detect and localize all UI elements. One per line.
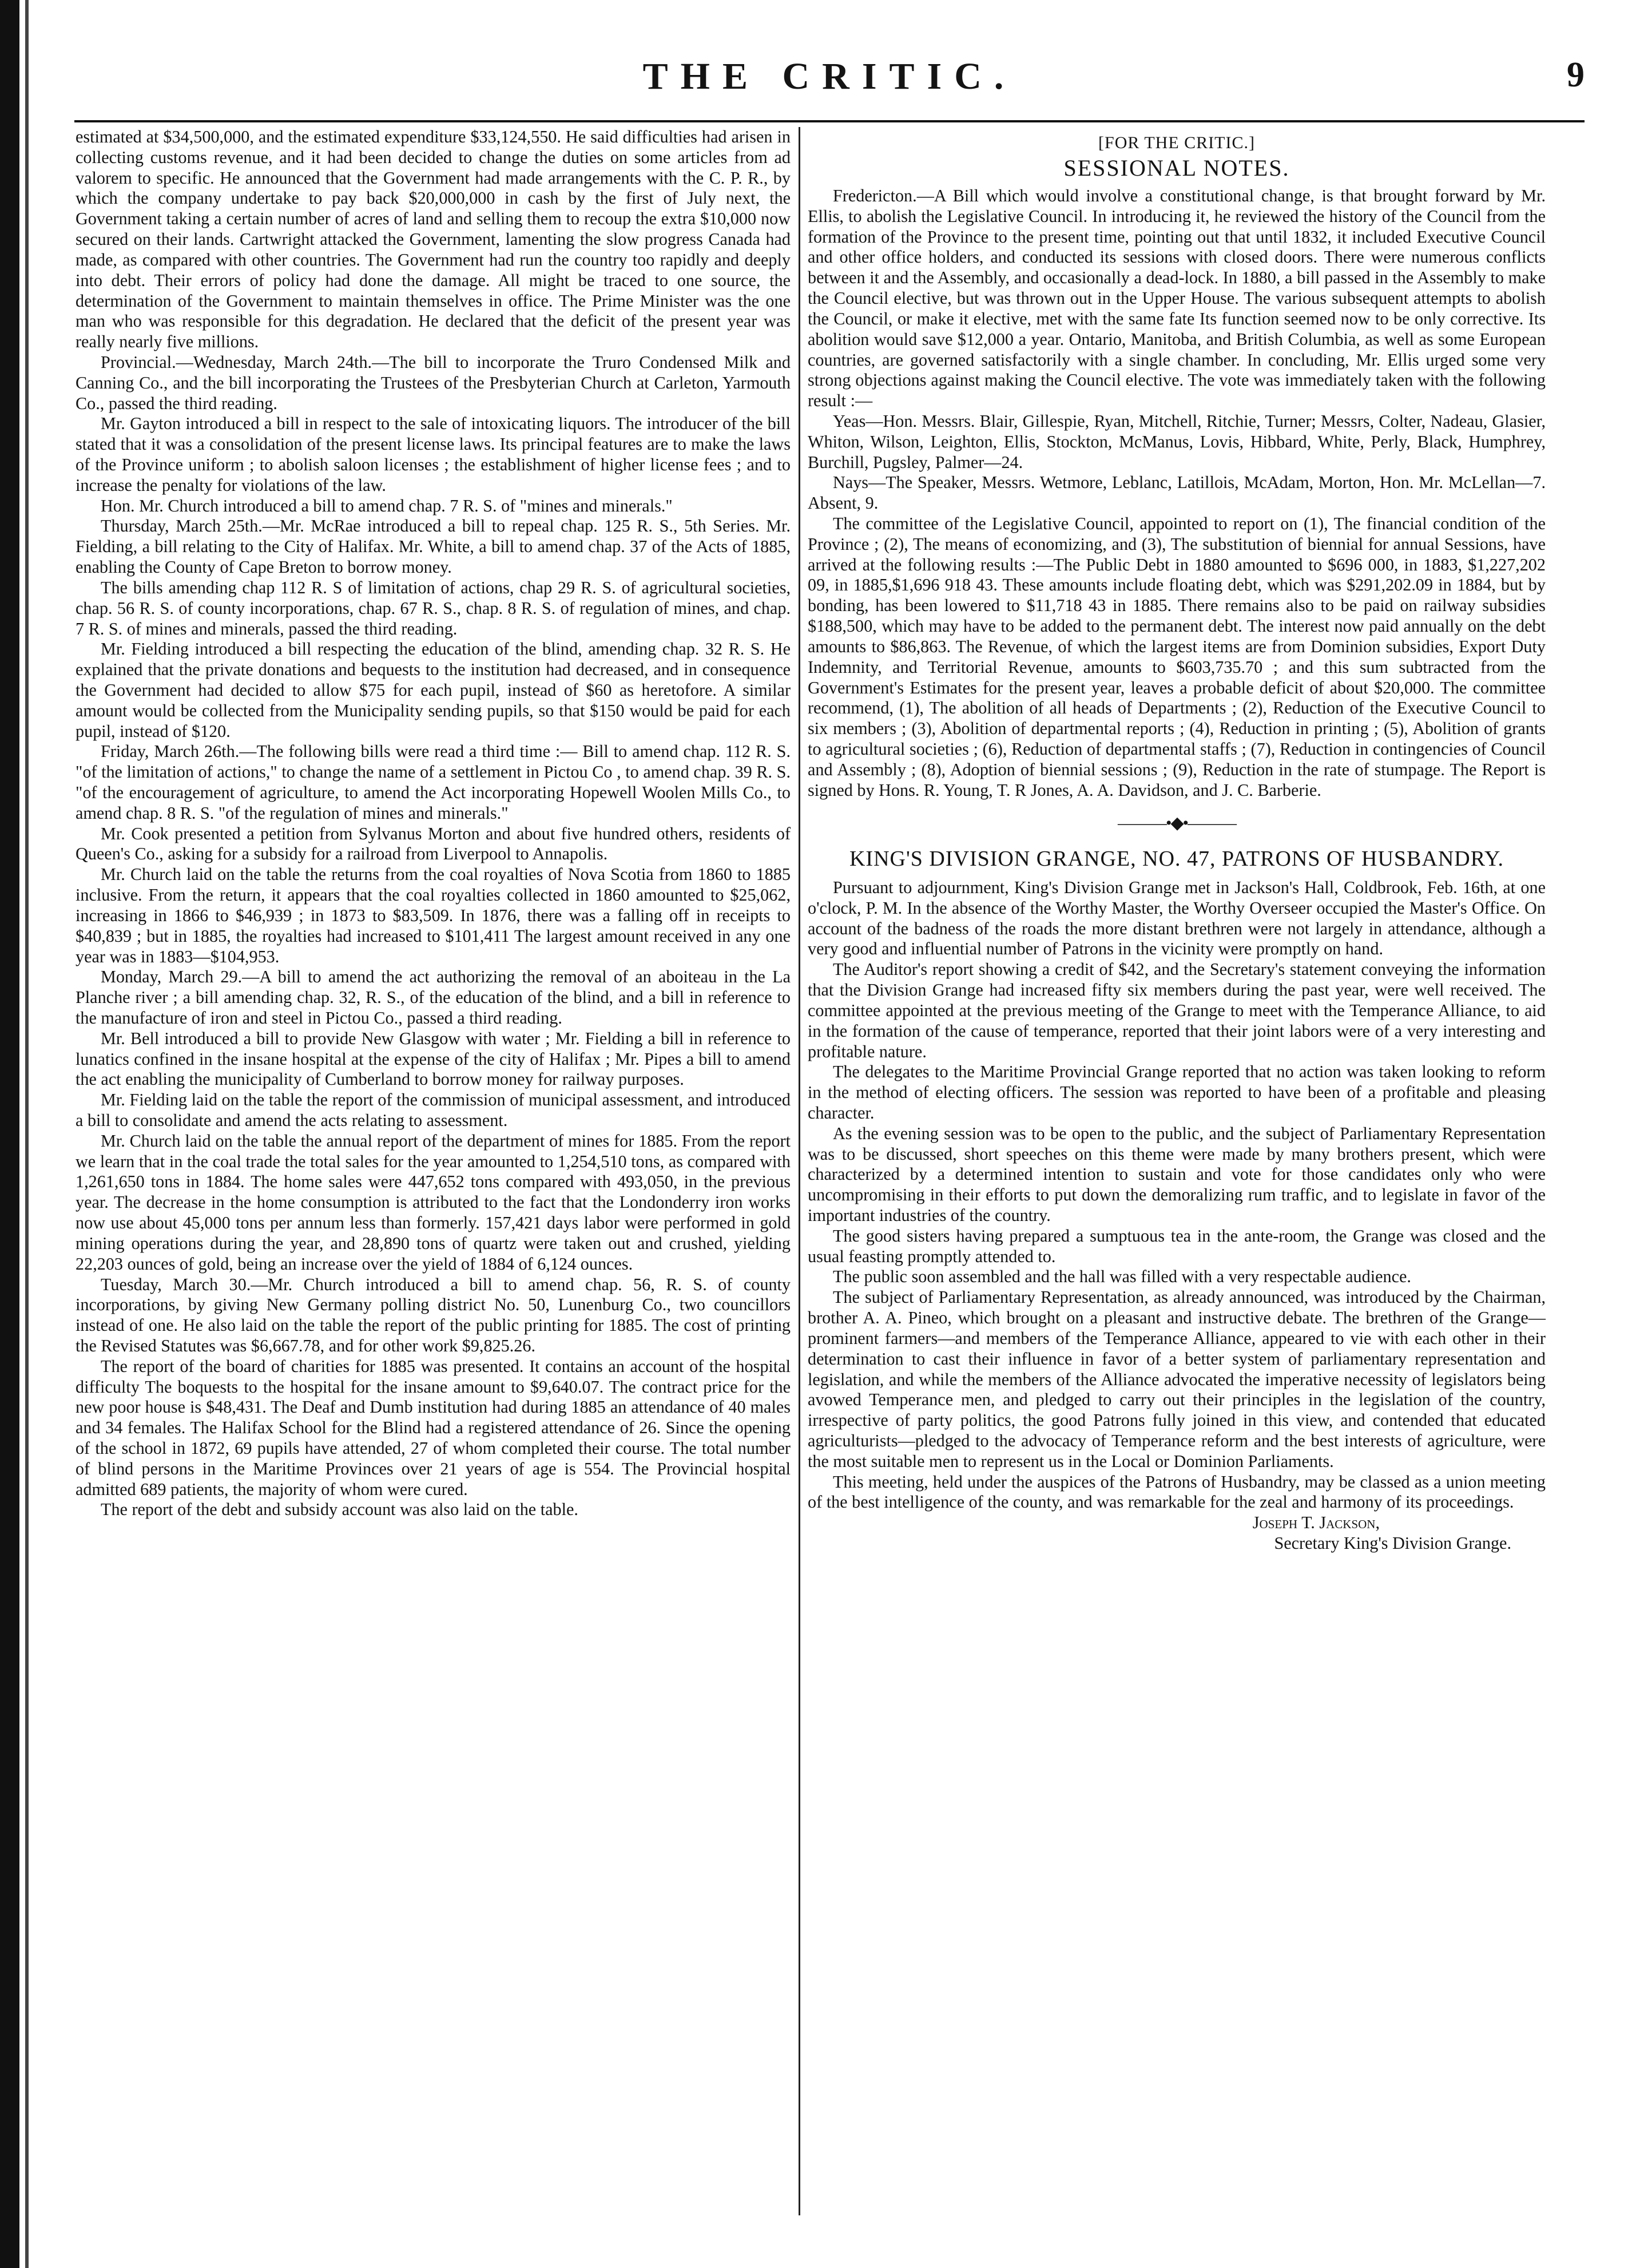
paragraph: The public soon assembled and the hall was filled with a very respectable audience. [833,1267,1411,1287]
paragraph: The Auditor's report showing a credit of $42, and the Secretary's statement conveying the information that the Division Grange had increased fifty six members during the past year, were well received. The committee appointed at the previous meeting of the Grange to meet with the Temperance Alliance, to aid in the formation of the cause of temperance, reported that their joint labors were of a very interesting and profitable nature. [808,959,1546,1061]
right-column [808,127,1546,1554]
section-separator: ———•◆•——— [1117,814,1236,833]
column-divider [799,127,800,2215]
paragraph: Mr. Church laid on the table the returns from the coal royalties of Nova Scotia from 1860 to 1885 inclusive. From the return, it appears that the coal royalties collected in 1860 amounted to $25,062, increasing in 1866 to $46,939 ; in 1873 to $83,509. In 1876, there was a falling off in receipts to $40,839 ; but in 1885, the royalties had increased to $101,411 The largest amount received in any one year was in 1883—$104,953. [76,865,791,966]
paragraph: Mr. Fielding laid on the table the report of the commission of municipal assessment, and introduced a bill to consolidate and amend the acts relating to assessment. [76,1090,791,1130]
page-number: 9 [1567,55,1585,94]
paragraph: Mr. Church laid on the table the annual report of the department of mines for 1885. From the report we learn that in the coal trade the total sales for the year amounted to 1,254,510 tons, as compared with 1,261,650 tons in 1884. The home sales were 447,652 tons compared with 493,050, in the previous year. The decrease in the home consumption is attributed to the fact that the Londonderry iron works now use about 45,000 tons per annum less than formerly. 157,421 days labor were performed in gold mining operations during the year, and 28,890 tons of quartz were taken out and crushed, yielding 22,203 ounces of gold, being an increase over the yield of 1884 of 6,124 ounces. [76,1131,791,1274]
paragraph: Nays—The Speaker, Messrs. Wetmore, Leblanc, Latillois, McAdam, Morton, Hon. Mr. McLellan—7. Absent, 9. [808,473,1546,513]
paragraph: The delegates to the Maritime Provincial Grange reported that no action was taken looking to reform in the method of electing officers. The session was reported to have been of a profitable and pleasing character. [808,1062,1546,1123]
paragraph: Mr. Gayton introduced a bill in respect to the sale of intoxicating liquors. The introducer of the bill stated that it was a consolidation of the present license laws. Its principal features are to make the laws of the Province uniform ; to abolish saloon licenses ; the establishment of higher license fees ; and to increase the penalty for violations of the law. [76,414,791,495]
paragraph: Mr. Bell introduced a bill to provide New Glasgow with water ; Mr. Fielding a bill in reference to lunatics confined in the insane hospital at the expense of the city of Halifax ; Mr. Pipes a bill to amend the act enabling the municipality of Cumberland to borrow money for railway purposes. [76,1028,791,1089]
paragraph: The subject of Parliamentary Representation, as already announced, was introduced by the Chairman, brother A. A. Pineo, which brought on a pleasant and instructive debate. The brethren of the Grange—prominent farmers—and members of the Temperance Alliance, appeared to vie with each other in their determination to cast their influence in favor of a better system of parliamentary representation and legislation, and while the members of the Alliance advocated the imperative necessity of legislators being avowed Temperance men, and pledged to carry out their principles in the legislation of the country, irrespective of party politics, the good Patrons fully joined in this view, and contended that educated agriculturists—pledged to the advocacy of Temperance reform and the best interests of agriculture, were the most suitable men to represent us in the Local or Dominion Parliaments. [808,1287,1546,1471]
paragraph: Tuesday, March 30.—Mr. Church introduced a bill to amend chap. 56, R. S. of county incorporations, by giving New Germany polling district No. 50, Lunenburg Co., two councillors instead of one. He also laid on the table the report of the public printing for 1885. The cost of printing the Revised Statutes was $6,667.78, and for other work $9,825.26. [76,1274,791,1355]
paragraph: The good sisters having prepared a sumptuous tea in the ante-room, the Grange was closed and the usual feasting promptly attended to. [808,1226,1546,1266]
paragraph: Friday, March 26th.—The following bills were read a third time :— Bill to amend chap. 112 R. S. "of the limitation of actions," to change the name of a settlement in Pictou Co , to amend chap. 39 R. S. "of the encouragement of agriculture, to amend the Act incorporating Hopewell Woolen Mills Co., to amend chap. 8 R. S. "of the regulation of mines and minerals." [76,742,791,823]
paragraph: Mr. Cook presented a petition from Sylvanus Morton and about five hundred others, residents of Queen's Co., asking for a subsidy for a railroad from Liverpool to Annapolis. [76,823,791,864]
article-heading-2: KING'S DIVISION GRANGE, NO. 47, PATRONS OF HUSBANDRY. [849,846,1504,871]
paragraph: The report of the board of charities for 1885 was presented. It contains an account of the hospital difficulty The boquests to the hospital for the insane amount to $9,640.07. The contract price for the new poor house is $48,431. The Deaf and Dumb institution had during 1885 an attendance of 40 males and 34 females. The Halifax School for the Blind had a registered attendance of 26. Since the opening of the school in 1872, 69 pupils have attended, 27 of whom completed their course. The total number of blind persons in the Maritime Provinces over 21 years of age is 554. The Provincial hospital admitted 689 patients, the majority of whom were cured. [76,1356,791,1499]
paragraph: Thursday, March 25th.—Mr. McRae introduced a bill to repeal chap. 125 R. S., 5th Series. Mr. Fielding, a bill relating to the City of Halifax. Mr. White, a bill to amend chap. 37 of the Acts of 1885, enabling the County of Cape Breton to borrow money. [76,516,791,577]
article-kicker: [FOR THE CRITIC.] [1098,133,1255,152]
paragraph: Fredericton.—A Bill which would involve a constitutional change, is that brought forward by Mr. Ellis, to abolish the Legislative Council. In introducing it, he reviewed the history of the Council from the formation of the Province to the present time, pointing out that until 1832, it included Executive Council and other office holders, and conducted its sessions with closed doors. There were numerous conflicts between it and the Assembly, and occasionally a dead-lock. In 1880, a bill passed in the Assembly to make the Council elective, but was thrown out in the Upper House. The various subsequent attempts to abolish the Council, or make it elective, met with the same fate Its function seemed now to be only corrective. Its abolition would save $12,000 a year. Ontario, Manitoba, and British Columbia, as well as some European countries, are governed satisfactorily with a single chamber. In concluding, Mr. Ellis urged some very strong objections against making the Council elective. The vote was immediately taken with the following result :— [808,186,1546,411]
signature-title: Secretary King's Division Grange. [1274,1533,1511,1553]
article-heading: SESSIONAL NOTES. [1063,154,1290,181]
paragraph: Hon. Mr. Church introduced a bill to amend chap. 7 R. S. of "mines and minerals." [101,495,673,516]
paragraph: Mr. Fielding introduced a bill respecting the education of the blind, amending chap. 32 R. S. He explained that the private donations and bequests to the institution had decreased, and in consequence the Government had decided to allow $75 for each pupil, instead of $60 as heretofore. A similar amount would be collected from the Municipality sending pupils, so that $150 would be paid for each pupil, instead of $120. [76,639,791,741]
paragraph: Yeas—Hon. Messrs. Blair, Gillespie, Ryan, Mitchell, Ritchie, Turner; Messrs, Colter, Nadeau, Glasier, Whiton, Wilson, Leighton, Ellis, Stockton, McManus, Lovis, Hibbard, White, Perly, Black, Humphrey, Burchill, Pugsley, Palmer—24. [808,411,1546,472]
paragraph: The bills amending chap 112 R. S of limitation of actions, chap 29 R. S. of agricultural societies, chap. 56 R. S. of county incorporations, chap. 67 R. S., chap. 8 R. S. of regulation of mines, and chap. 7 R. S. of mines and minerals, passed the third reading. [76,577,791,639]
scan-edge-inner [25,0,29,2268]
scan-edge [0,0,19,2268]
page-header [74,55,1585,124]
paragraph: The report of the debt and subsidy account was also laid on the table. [101,1500,578,1520]
header-rule [74,120,1585,122]
signature-name: Joseph T. Jackson, [1252,1513,1380,1533]
paragraph: estimated at $34,500,000, and the estimated expenditure $33,124,550. He said difficulties had arisen in collecting customs revenue, and it had been decided to change the duties on some articles from ad valorem to specific. He announced that the Government had made arrangements with the C. P. R., by which the company undertake to pay back $20,000,000 in cash by the first of July next, the Government taking a certain number of acres of land and selling them to recoup the extra $10,000 now secured on their lands. Cartwright attacked the Government, lamenting the slow progress Canada had made, as compared with other countries. The Government had run the country too rapidly and deeply into debt. Their errors of policy had done the damage. All might be traced to one source, the determination of the Government to maintain themselves in office. The Prime Minister was the one man who was responsible for this degradation. He declared that the deficit of the present year was really nearly five millions. [76,127,791,352]
paragraph: As the evening session was to be open to the public, and the subject of Parliamentary Representation was to be discussed, short speeches on this theme were made by many brothers present, which were characterized by a determined intention to sustain and vote for those candidates only who were uncompromising in their efforts to put down the demoralizing rum traffic, and to legislate in favor of the important industries of the country. [808,1123,1546,1226]
paragraph: Provincial.—Wednesday, March 24th.—The bill to incorporate the Truro Condensed Milk and Canning Co., and the bill incorporating the Trustees of the Presbyterian Church at Carleton, Yarmouth Co., passed the third reading. [76,352,791,413]
paragraph: This meeting, held under the auspices of the Patrons of Husbandry, may be classed as a union meeting of the best intelligence of the county, and was remarkable for the zeal and harmony of its proceedings. [808,1472,1546,1512]
masthead: THE CRITIC. [642,55,1016,97]
paragraph: The committee of the Legislative Council, appointed to report on (1), The financial condition of the Province ; (2), The means of economizing, and (3), The substitution of biennial for annual Sessions, have arrived at the following results :—The Public Debt in 1880 amounted to $696 000, in 1883, $1,227,202 09, in 1885,$1,696 918 43. These amounts include floating debt, which was $291,202.09 in 1884, but by bonding, has been lowered to $11,718 43 in 1885. There remains also to be paid on railway subsidies $188,500, which may have to be added to the permanent debt. The interest now paid annually on the debt amounts to $86,863. The Revenue, of which the largest items are from Dominion subsidies, Export Duty Indemnity, and Territorial Revenue, amounts to $603,735.70 ; and this sum subtracted from the Government's Estimates for the present year, leaves a probable deficit of about $20,000. The committee recommend, (1), The abolition of all heads of Departments ; (2), Reduction of the Executive Council to six members ; (3), Abolition of departmental reports ; (4), Reduction in printing ; (5), Abolition of grants to agricultural societies ; (6), Reduction of departmental staffs ; (7), Reduction in contingencies of Council and Assembly ; (8), Adoption of biennial sessions ; (9), Reduction in the rate of stumpage. The Report is signed by Hons. R. Young, T. R Jones, A. A. Davidson, and J. C. Barberie. [808,514,1546,800]
paragraph: Monday, March 29.—A bill to amend the act authorizing the removal of an aboiteau in the La Planche river ; a bill amending chap. 32, R. S., of the education of the blind, and a bill in reference to the manufacture of iron and steel in Pictou Co., passed a third reading. [76,967,791,1028]
left-column [76,127,791,1520]
paragraph: Pursuant to adjournment, King's Division Grange met in Jackson's Hall, Coldbrook, Feb. 16th, at one o'clock, P. M. In the absence of the Worthy Master, the Worthy Overseer occupied the Master's Office. On account of the badness of the roads the more distant brethren were not largely in attendance, although a very good and influential number of Patrons in the vicinity were promptly on hand. [808,878,1546,959]
